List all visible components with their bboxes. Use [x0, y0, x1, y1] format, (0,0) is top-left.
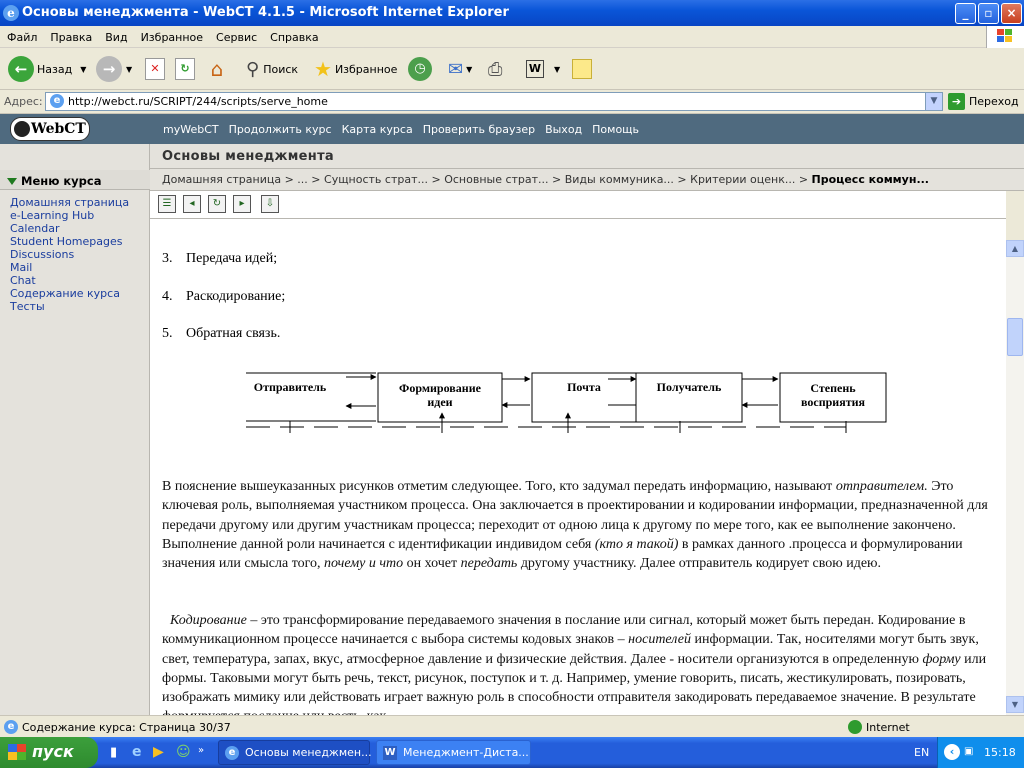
scroll-down-icon[interactable]: ▼ [1006, 696, 1024, 713]
content-tools [150, 191, 1006, 219]
system-tray [937, 737, 1024, 768]
text-run: или формы. Таковыми могут быть речь, текст, рисунок, поступок и т. д. Например, умение говорить, писать, жестикулировать, позировать, изображать мимику или действовать играет важную роль в способности отправителя закодировать передаваемое значение. В результате [162, 651, 987, 706]
logo-icon [14, 121, 30, 137]
status-text: Содержание курса: Страница 30/37 [22, 721, 231, 734]
search-icon: ⚲ [246, 58, 260, 80]
address-input[interactable] [45, 92, 943, 111]
home-icon: ⌂ [210, 57, 224, 81]
list-item [162, 326, 280, 342]
diagram-label-encoding: Формирование идеи [399, 381, 481, 409]
list-item [162, 289, 285, 305]
nav-mywebct[interactable]: myWebCT [163, 123, 219, 136]
window-title: Основы менеджмента - WebCT 4.1.5 - Microsoft Internet Explorer [22, 5, 509, 20]
ie-icon: e [3, 5, 19, 21]
word-icon: W [526, 60, 544, 78]
menu-tools[interactable]: Сервис [216, 31, 258, 44]
tray-show-icon[interactable]: ‹ [944, 744, 960, 760]
sidebar-link-tests[interactable]: Тесты [10, 300, 45, 313]
logo-text: WebCT [31, 121, 86, 137]
collapse-triangle-icon [7, 178, 17, 185]
stop-button[interactable] [145, 54, 165, 84]
course-menu-title: Меню курса [21, 174, 102, 188]
webct-logo[interactable] [10, 117, 90, 141]
security-zone: Internet [866, 721, 910, 734]
previous-page-icon[interactable]: ◂ [183, 195, 201, 213]
chevron-down-icon[interactable]: ▼ [126, 64, 133, 74]
print-button[interactable] [488, 54, 502, 84]
vertical-scrollbar[interactable] [1006, 240, 1024, 715]
taskbar-item-ie[interactable] [218, 740, 370, 765]
search-button[interactable] [246, 54, 298, 84]
diagram-label-sender: Отправитель [253, 380, 327, 394]
paragraph-encoding [162, 611, 992, 727]
sidebar-link-chat[interactable]: Chat [10, 274, 36, 287]
text-italic: носителей [628, 632, 691, 648]
close-button[interactable]: × [1001, 3, 1022, 24]
search-label: Поиск [263, 62, 299, 76]
communication-diagram [246, 369, 906, 439]
address-bar [0, 90, 1024, 114]
discuss-button[interactable] [572, 54, 592, 84]
list-text: Передача идей; [186, 251, 278, 266]
text-italic: Кодирование [170, 613, 247, 628]
menu-favorites[interactable]: Избранное [140, 31, 204, 44]
sidebar-link-student-homepages[interactable]: Student Homepages [10, 235, 123, 248]
taskbar-item-word[interactable] [376, 740, 531, 765]
windows-logo-icon [986, 26, 1024, 48]
language-indicator[interactable]: EN [914, 746, 930, 759]
lesson-content [150, 219, 1006, 715]
list-number: 3. [162, 251, 173, 266]
chevron-down-icon[interactable]: ▼ [80, 64, 87, 74]
address-label: Адрес: [4, 95, 43, 108]
windows-flag-icon [8, 744, 26, 760]
scroll-thumb[interactable] [1007, 318, 1023, 356]
taskbar [0, 737, 1024, 768]
menu-file[interactable]: Файл [7, 31, 38, 44]
sidebar-link-contents[interactable]: Содержание курса [10, 287, 120, 300]
forward-arrow-icon: → [96, 56, 122, 82]
list-view-icon[interactable]: ☰ [158, 195, 176, 213]
list-number: 5. [162, 326, 173, 341]
course-menu-header[interactable] [0, 170, 150, 190]
text-run: информации. Так, носителями могут быть звук, свет, температура, запах, вкус, атмосферное давление и физические действия. Далее - носители организуются в определенную [162, 632, 979, 667]
start-button[interactable] [0, 737, 98, 768]
chevron-down-icon[interactable]: ▼ [925, 93, 942, 110]
forward-button[interactable] [96, 54, 132, 84]
text-run: В пояснение вышеуказанных рисунков отметим следующее. Того, кто задумал передать информацию, называют [162, 479, 836, 494]
breadcrumb-path[interactable]: Домашняя страница > ... > Сущность страт... > Основные страт... > Виды коммуника... > Критерии оценк... > [162, 173, 812, 186]
nav-check-browser[interactable]: Проверить браузер [422, 123, 536, 136]
messenger-icon[interactable]: ☺ [176, 744, 191, 760]
breadcrumb [150, 169, 1024, 191]
refresh-icon: ↻ [175, 58, 195, 80]
breadcrumb-current: Процесс коммун... [811, 173, 929, 186]
mail-button[interactable] [448, 54, 472, 84]
diagram-label-perception: Степень восприятия [800, 381, 866, 409]
history-icon: ◷ [408, 57, 432, 81]
status-bar [0, 715, 1024, 737]
scroll-up-icon[interactable]: ▲ [1006, 240, 1024, 257]
back-label: Назад [37, 62, 73, 76]
sidebar-link-discussions[interactable]: Discussions [10, 248, 75, 261]
edit-button[interactable] [526, 54, 560, 84]
printer-icon: ⎙ [488, 58, 503, 80]
stop-icon: ✕ [145, 58, 165, 80]
star-icon: ★ [314, 57, 332, 81]
reload-page-icon[interactable]: ↻ [208, 195, 226, 213]
sidebar-link-home[interactable]: Домашняя страница [10, 196, 130, 209]
go-arrow-icon: ➔ [948, 93, 965, 110]
go-button[interactable] [948, 93, 1019, 110]
paragraph-sender [162, 477, 992, 573]
mail-icon: ✉ [448, 58, 464, 80]
page-status-icon: e [4, 720, 18, 734]
chevron-down-icon[interactable]: ▼ [554, 64, 561, 74]
maximize-button[interactable]: ▫ [978, 3, 999, 24]
internet-zone-icon [848, 720, 862, 734]
note-icon [572, 59, 592, 79]
menu-edit[interactable]: Правка [50, 31, 93, 44]
list-text: Раскодирование; [186, 289, 286, 304]
window-title-bar[interactable] [0, 0, 1024, 26]
webct-header [0, 114, 1024, 144]
list-text: Обратная связь. [186, 326, 281, 341]
go-label: Переход [969, 95, 1019, 108]
back-arrow-icon: ← [8, 56, 34, 82]
diagram-label-mail: Почта [567, 380, 601, 394]
chevron-down-icon[interactable]: ▼ [466, 64, 473, 74]
back-button[interactable] [8, 54, 86, 84]
home-button[interactable] [205, 54, 229, 84]
expand-icon[interactable]: » [198, 745, 205, 756]
text-run: – это трансформирование передаваемого значения в послание или сигнал, который может быть передан. Кодирование в коммуникационном процессе начинается с выбора системы кодовых знаков – [162, 613, 966, 648]
ie-launch-icon[interactable]: e [132, 744, 142, 760]
text-italic: форму [922, 651, 961, 667]
refresh-button[interactable] [175, 54, 195, 84]
text-run: Это ключевая роль, выполняемая участником процесса. Она заключается в проектировании и кодировании информации, предназначенной для передачи другому или другим участникам процесса; переходит от одною лица к другому по мере того, как ее выполнение закончено. Выполнение данной роли начинается с идентификации индивидом себя [162, 479, 988, 552]
diagram-label-receiver: Получатель [656, 380, 722, 394]
address-url[interactable]: http://webct.ru/SCRIPT/244/scripts/serve_home [68, 95, 328, 108]
text-run: он хочет [403, 556, 461, 572]
toolbar [0, 48, 1024, 90]
course-menu-links [10, 196, 129, 313]
task-label: Менеджмент-Диста... [403, 746, 529, 759]
course-menu-sidebar [0, 144, 150, 715]
list-number: 4. [162, 289, 173, 304]
text-italic: почему и что [324, 556, 404, 572]
task-label: Основы менеджмен... [245, 746, 372, 759]
webct-nav [163, 123, 649, 136]
sidebar-link-calendar[interactable]: Calendar [10, 222, 60, 235]
nav-logout[interactable]: Выход [545, 123, 583, 136]
network-icon[interactable]: ▣ [964, 746, 974, 757]
favorites-label: Избранное [334, 62, 398, 76]
download-icon[interactable]: ⇩ [261, 195, 279, 213]
sidebar-link-elearning-hub[interactable]: e-Learning Hub [10, 209, 95, 222]
minimize-button[interactable]: _ [955, 3, 976, 24]
next-page-icon[interactable]: ▸ [233, 195, 251, 213]
word-icon: W [384, 747, 396, 758]
list-item [162, 251, 277, 267]
menu-help[interactable]: Справка [270, 31, 319, 44]
clock[interactable]: 15:18 [984, 746, 1016, 759]
menu-view[interactable]: Вид [105, 31, 128, 44]
text-italic: (кто я такой) [594, 536, 679, 552]
sidebar-link-mail[interactable]: Mail [10, 261, 33, 274]
nav-course-map[interactable]: Карта курса [341, 123, 413, 136]
quicklaunch-icon[interactable]: ▮ [110, 745, 118, 760]
text-run: в рамках данного .процесса и формулировании значения или смысла того, [162, 536, 963, 572]
start-label: пуск [32, 742, 74, 761]
course-title: Основы менеджмента [162, 149, 334, 164]
text-italic: передать [460, 556, 518, 572]
page-icon: e [50, 94, 64, 108]
ie-icon: e [225, 746, 239, 760]
course-title-bar [150, 144, 1024, 169]
nav-help[interactable]: Помощь [592, 123, 640, 136]
menu-bar [0, 26, 1024, 48]
nav-continue-course[interactable]: Продолжить курс [228, 123, 332, 136]
text-run: другому участнику. Далее отправитель кодирует свою идею. [517, 556, 881, 572]
favorites-button[interactable] [314, 54, 397, 84]
text-italic: отправителем. [835, 479, 928, 494]
media-player-icon[interactable]: ▶ [153, 744, 164, 760]
history-button[interactable] [408, 54, 432, 84]
